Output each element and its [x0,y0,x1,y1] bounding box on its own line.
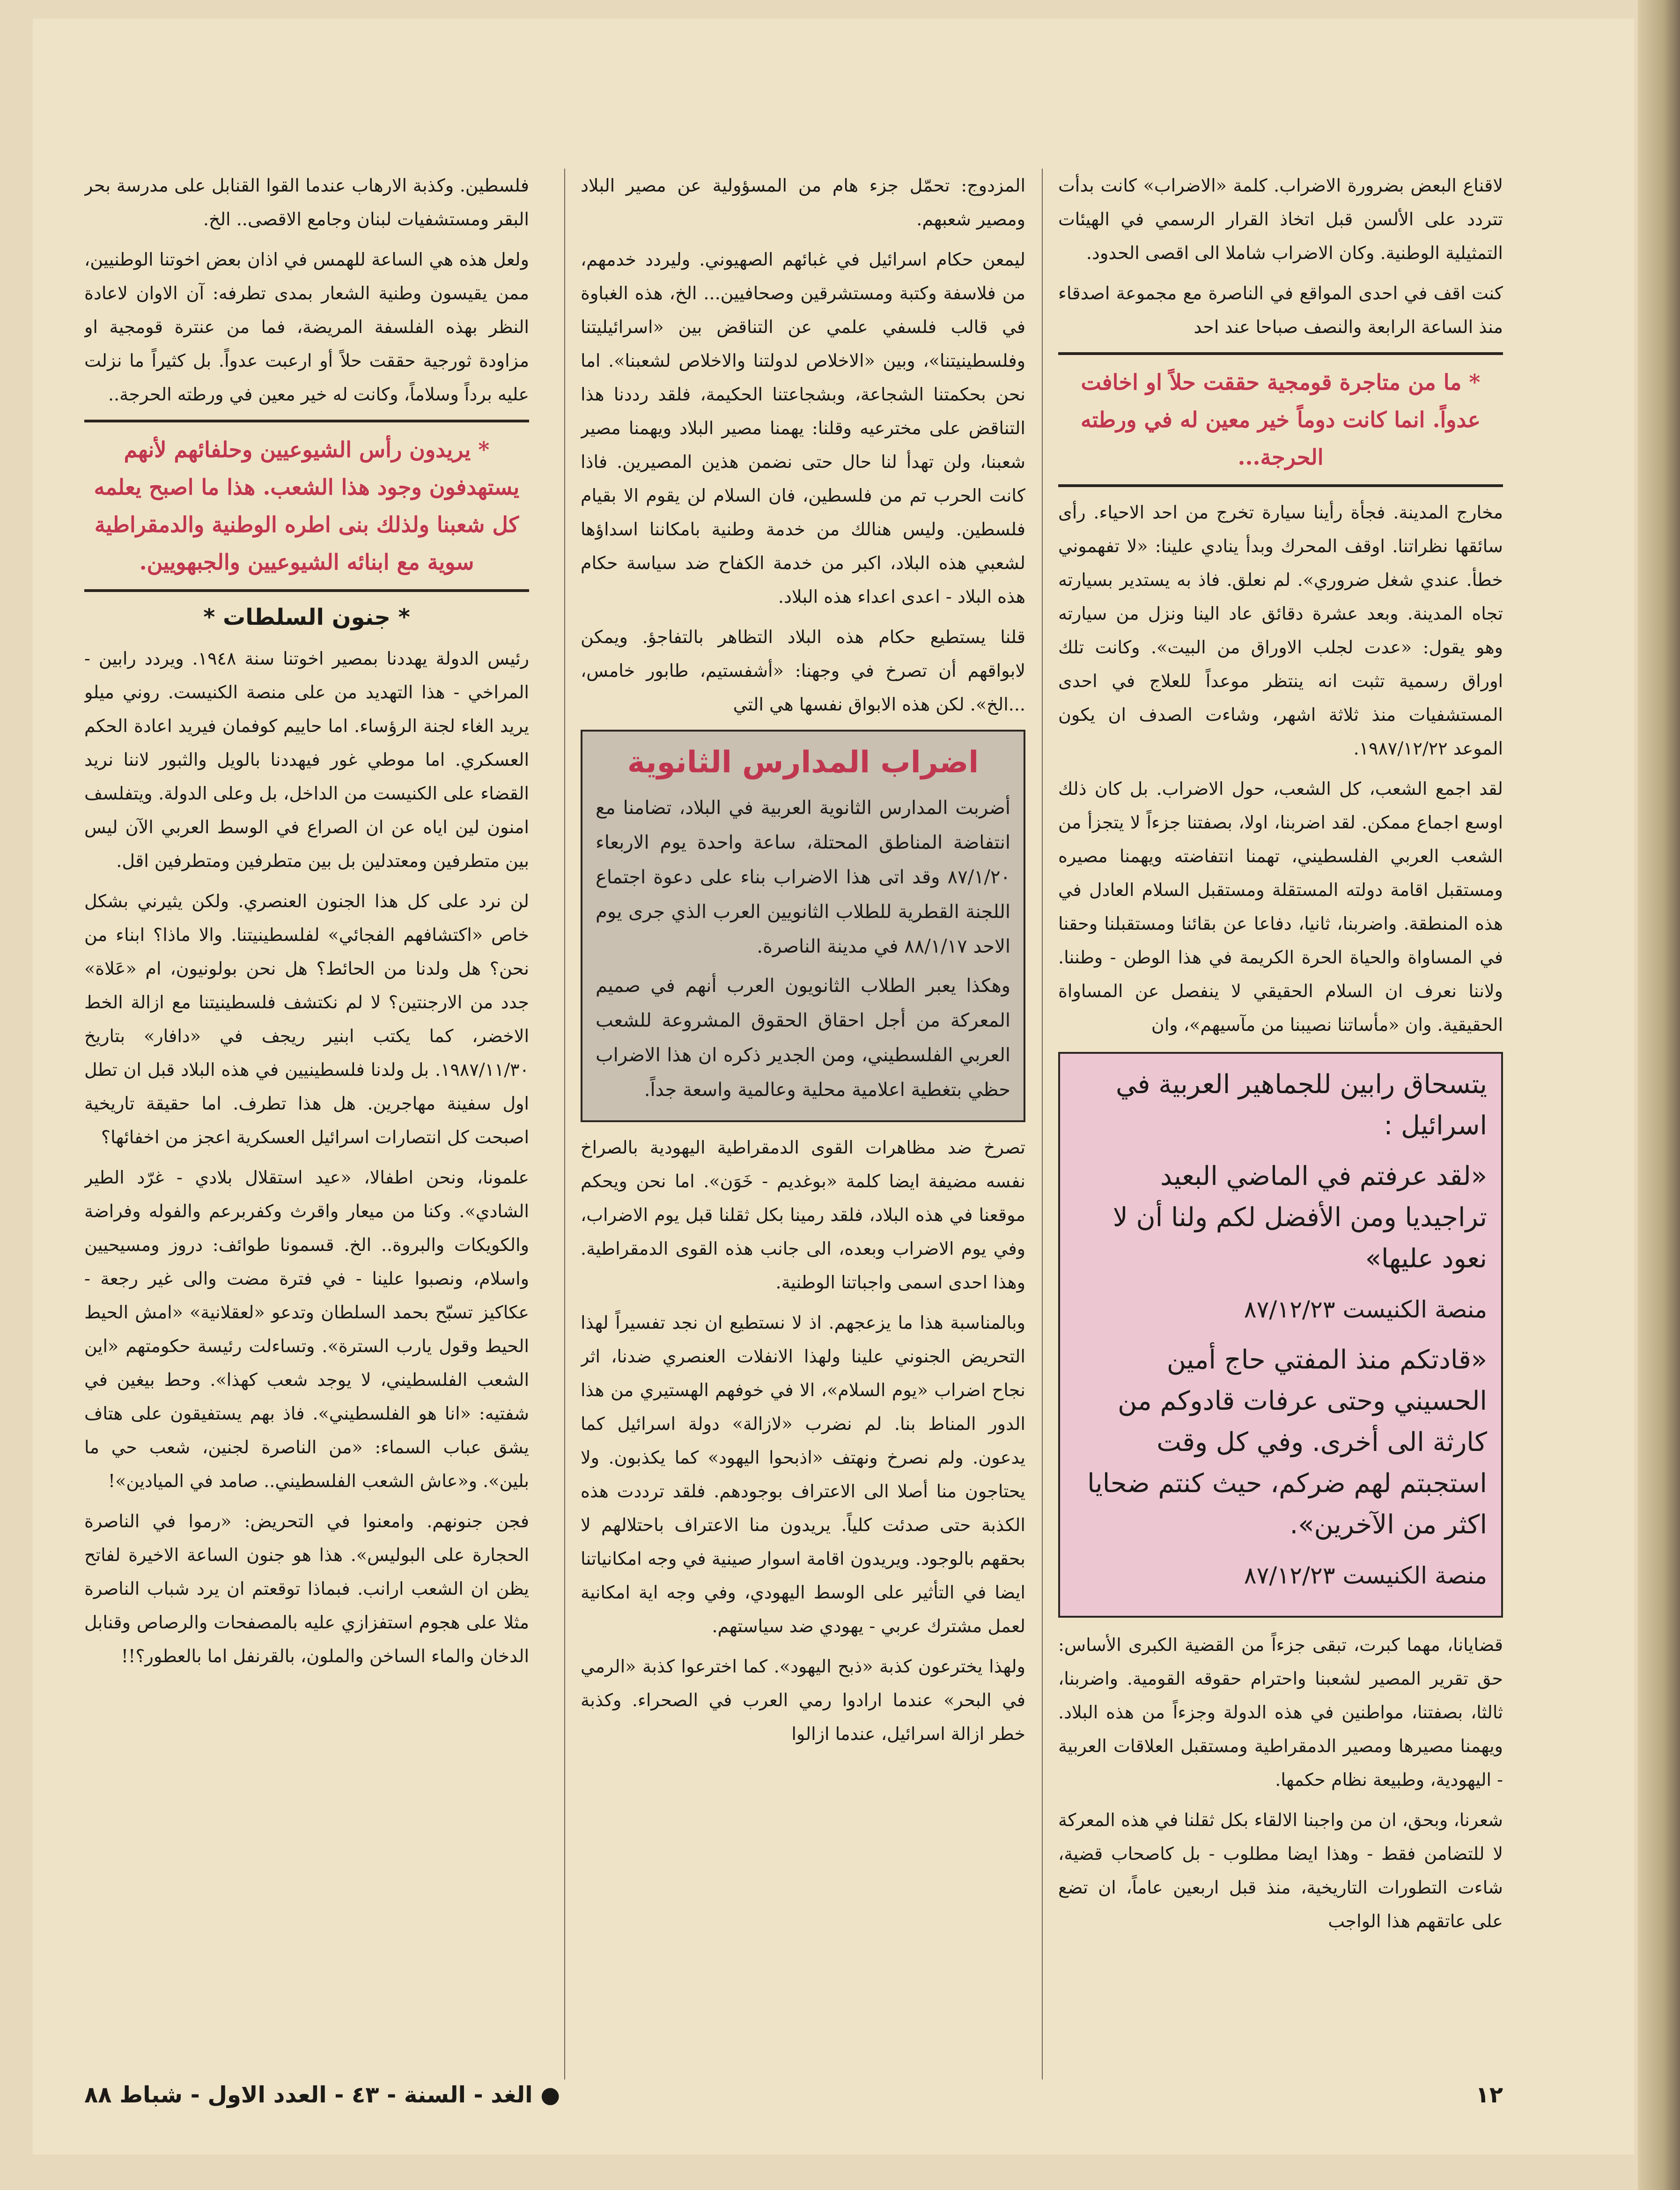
paragraph: ولهذا يخترعون كذبة «ذبح اليهود». كما اخترعوا كذبة «الرمي في البحر» عندما ارادوا رمي العرب في الصحراء. وكذبة خطر ازالة اسرائيل، عندما ازالوا [581,1656,1025,1744]
paragraph: ولعل هذه هي الساعة للهمس في اذان بعض اخوتنا الوطنيين، ممن يقيسون وطنية الشعار بمدى تطرفه: آن الاوان لاعادة النظر بهذه الفلسفة المريضة، فما من عنترة قومجية او مزاودة ثورجية حققت حلاً أو ارعبت عدواً. بل كثيراً ما نزلت عليه برداً وسلاماً، وكانت له خير معين في ورطته الحرجة.. [84,249,529,405]
page-edge [1638,0,1680,2190]
school-strike-box [581,730,1025,1122]
article-column-middle [581,169,1025,2079]
quote-source: منصة الكنيست ٨٧/١٢/٢٣ [1244,1562,1487,1589]
quote-box-title: يتسحاق رابين للجماهير العربية في اسرائيل : [1115,1069,1487,1141]
paragraph: قضايانا، مهما كبرت، تبقى جزءاً من القضية الكبرى الأساس: حق تقرير المصير لشعبنا واحترام حقوقه القومية. واضربنا، ثالثا، بصفتنا، مواطنين في هذه الدولة وجزءاً من هذه البلاد. ويهمنا مصيرها ومصير الدمقراطية ومستقبل العلاقات العربية - اليهودية، وطبيعة نظام حكمها. [1058,1635,1503,1790]
publication-info: ● الغد - السنة - ٤٣ - العدد الاول - شباط ٨٨ [84,2082,560,2108]
paragraph: ليمعن حكام اسرائيل في غبائهم الصهيوني. وليردد خدمهم، من فلاسفة وكتبة ومستشرقين وصحافيين... الخ، هذه الغباوة في قالب فلسفي علمي عن التناقض بين «اسرائيليتنا وفلسطينيتنا»، وبين «الاخلاص لدولتنا والاخلاص لشعبنا». اما نحن بحكمتنا الشجاعة، وبشجاعتنا الحكيمة، فلقد رددنا هذا التناقض على مخترعيه وقلنا: يهمنا مصير البلاد ويهمنا مصير شعبنا، ولن تهدأ لنا حال حتى نضمن هذين المصيرين. فاذا كانت الحرب تم من فلسطين، فان السلام لن يقوم الا بقيام فلسطين. وليس هنالك من خدمة وطنية بامكاننا اسداؤها لشعبي هذه البلاد، اكبر من خدمة الكفاح ضد سياسة حكام هذه البلاد - اعدى اعداء هذه البلاد. [581,249,1025,607]
paragraph: رئيس الدولة يهددنا بمصير اخوتنا سنة ١٩٤٨. ويردد رابين - المراخي - هذا التهديد من على منصة الكنيست. روني ميلو يريد الغاء لجنة الرؤساء. اما حاييم كوفمان فيريد اعادة الحكم العسكري. اما موطي غور فيهددنا بالويل والثبور لاننا نريد القضاء على الكنيست من الداخل، بل وعلى الدولة. ويتفلسف امنون لين اياه عن ان الصراع في الوسط العربي الآن ليس بين متطرفين ومعتدلين بل بين متطرفين ومتطرفين اقل. [84,648,529,871]
paragraph: شعرنا، وبحق، ان من واجبنا الالقاء بكل ثقلنا في هذه المعركة لا للتضامن فقط - وهذا ايضا مطلوب - بل كاصحاب قضية، شاءت التطورات التاريخية، منذ قبل اربعين عاماً، ان تضع على عاتقهم هذا الواجب [1058,1810,1503,1931]
paragraph: لاقناع البعض بضرورة الاضراب. كلمة «الاضراب» كانت بدأت تتردد على الألسن قبل اتخاذ القرار الرسمي في الهيئات التمثيلية الوطنية. وكان الاضراب شاملا الى اقصى الحدود. [1058,175,1503,263]
paragraph: قلنا يستطيع حكام هذه البلاد التظاهر بالتفاجؤ. ويمكن لابواقهم أن تصرخ في وجهنا: «أشفستيم، طابور خامس، ...الخ». لكن هذه الابواق نفسها هي التي [581,627,1025,715]
paragraph: أضربت المدارس الثانوية العربية في البلاد، تضامنا مع انتفاضة المناطق المحتلة، ساعة واحدة يوم الاربعاء ٨٧/١/٢٠ وقد اتى هذا الاضراب بناء على دعوة اجتماع اللجنة القطرية للطلاب الثانويين العرب الذي جرى يوم الاحد ٨٨/١/١٧ في مدينة الناصرة. [596,797,1011,957]
paragraph: فلسطين. وكذبة الارهاب عندما القوا القنابل على مدرسة بحر البقر ومستشفيات لبنان وجامع الاقصى.. الخ. [84,175,529,229]
article-column-right [1058,169,1503,2079]
section-subhead: * جنون السلطات * [203,604,410,630]
quote-source: منصة الكنيست ٨٧/١٢/٢٣ [1244,1296,1487,1323]
column-rule [1042,169,1043,2079]
rabin-quote-box [1058,1052,1503,1618]
pull-quote: * يريدون رأس الشيوعيين وحلفائهم لأنهم يستهدفون وجود هذا الشعب. هذا ما اصبح يعلمه كل شعبنا ولذلك بنى اطره الوطنية والدمقراطية سوية مع ابنائه الشيوعيين والجبهويين. [84,420,529,592]
paragraph: وبالمناسبة هذا ما يزعجهم. اذ لا نستطيع ان نجد تفسيراً لهذا التحريض الجنوني علينا ولهذا الانفلات العنصري ضدنا، اثر نجاح اضراب «يوم السلام»، الا في خوفهم الهستيري من هذا الدور المناط بنا. لم نضرب «لازالة» دولة اسرائيل كما يدعون. ولم نصرخ ونهتف «اذبحوا اليهود» كما يكذبون. ولا يحتاجون منا أصلا الى الاعتراف بوجودهم. فلقد ترددت هذه الكذبة حتى صدئت كلياً. يريدون منا الاعتراف باحتلالهم لا بحقهم بالوجود. ويريدون اقامة اسوار صينية في وجه امكانياتنا ايضا في التأثير على الوسط اليهودي، وفي وجه اية امكانية لعمل مشترك عربي - يهودي ضد سياستهم. [581,1312,1025,1636]
paragraph: لن نرد على كل هذا الجنون العنصري. ولكن يثيرني بشكل خاص «اكتشافهم الفجائي» لفلسطينيتنا. والا ماذا؟ ابناء من نحن؟ هل ولدنا من الحائط؟ هل نحن بولونيون، ام «عَلاة» جدد من الارجنتين؟ لا لم نكتشف فلسطينيتنا مع ازالة الخط الاخضر، كما يكتب ابنير ريجف في «دافار» بتاريخ ١٩٨٧/١١/٣٠. بل ولدنا فلسطينيين في هذه البلاد قبل ان تطل اول سفينة مهاجرين. هل هذا تطرف. اما حقيقة تاريخية اصبحت كل انتصارات اسرائيل العسكرية اعجز من اخفائها؟ [84,891,529,1147]
paragraph: تصرخ ضد مظاهرات القوى الدمقراطية اليهودية بالصراخ نفسه مضيفة ايضا كلمة «بوغديم - خَوَن». اما نحن ويحكم موقعنا في هذه البلاد، فلقد رمينا بكل ثقلنا قبل يوم الاضراب، وفي يوم الاضراب وبعده، الى جانب هذه القوى الدمقراطية. وهذا احدى اسمى واجباتنا الوطنية. [581,1137,1025,1293]
paragraph: لقد اجمع الشعب، كل الشعب، حول الاضراب. بل كان ذلك اوسع اجماع ممكن. لقد اضربنا، اولا، بصفتنا جزءاً لا يتجزأ من الشعب العربي الفلسطيني، تهمنا انتفاضته ويهمنا مصيره ومستقبل اقامة دولته المستقلة ومستقبل السلام العادل في هذه المنطقة. واضربنا، ثانيا، دفاعا عن بقائنا ومستقبلنا وحقنا في المساواة والحياة الحرة الكريمة في هذا الوطن - وطننا. ولاننا نعرف ان السلام الحقيقي لا ينفصل عن المساواة الحقيقية. وان «مأساتنا نصيبنا من مآسيهم»، وان [1058,778,1503,1035]
paragraph: مخارج المدينة. فجأة رأينا سيارة تخرج من احد الاحياء. رأى سائقها نظراتنا. اوقف المحرك وبدأ ينادي علينا: «لا تفهموني خطأ. عندي شغل ضروري». لم نعلق. فاذ به يستدير بسيارته تجاه المدينة. وبعد عشرة دقائق عاد الينا ونزل من سيارته وهو يقول: «عدت لجلب الاوراق من البيت». وكانت تلك اوراق رسمية تثبت انه ينتظر موعداً للعلاج في احدى المستشفيات منذ ثلاثة اشهر، وشاءت الصدف ان يكون الموعد ١٩٨٧/١٢/٢٢. [1058,502,1503,759]
quote-text: «لقد عرفتم في الماضي البعيد تراجيديا ومن الأفضل لكم ولنا أن لا نعود عليها» [1113,1161,1487,1274]
pull-quote: * ما من متاجرة قومجية حققت حلاً او اخافت عدواً. انما كانت دوماً خير معين له في ورطته الحرجة... [1058,352,1503,487]
article-column-left [84,169,529,2079]
paragraph: وهكذا يعبر الطلاب الثانويون العرب أنهم في صميم المعركة من أجل احقاق الحقوق المشروعة للشعب العربي الفلسطيني، ومن الجدير ذكره ان هذا الاضراب حظي بتغطية اعلامية محلية وعالمية واسعة جداً. [596,975,1010,1101]
column-rule [564,169,565,2079]
page-footer [84,2082,1503,2110]
paragraph: المزدوج: تحمّل جزء هام من المسؤولية عن مصير البلاد ومصير شعبهم. [581,175,1025,229]
paragraph: علمونا، ونحن اطفالا، «عيد استقلال بلادي - غرّد الطير الشادي». وكنا من ميعار واقرث وكفربرعم والفوله وفراضة والكويكات والبروة.. الخ. قسمونا طوائف: دروز ومسيحيين واسلام، ونصبوا علينا - في فترة مضت والى غير رجعة - عكاكيز تسبّح بحمد السلطان وتدعو «لعقلانية» «امش الحيط الحيط وقول يارب السترة». وتساءلت رئيسة حكومتهم «اين الشعب الفلسطيني، لا يوجد شعب كهذا». وحط بيغين في شفتيه: «انا هو الفلسطيني». فاذ بهم يستفيقون على هتاف يشق عباب السماء: «من الناصرة لجنين، شعب حي ما بلين». و«عاش الشعب الفلسطيني.. صامد في الميادين»! [84,1167,529,1491]
quote-text: «قادتكم منذ المفتي حاج أمين الحسيني وحتى عرفات قادوكم من كارثة الى أخرى. وفي كل وقت استجبتم لهم ضركم، حيث كنتم ضحايا اكثر من الآخرين». [1087,1345,1487,1540]
page-number: ١٢ [1475,2082,1503,2108]
paragraph: كنت اقف في احدى المواقع في الناصرة مع مجموعة اصدقاء منذ الساعة الرابعة والنصف صباحا عند احد [1058,283,1503,337]
box-heading: اضراب المدارس الثانوية [627,745,979,780]
paragraph: فجن جنونهم. وامعنوا في التحريض: «رموا في الناصرة الحجارة على البوليس». هذا هو جنون الساعة الاخيرة لفاتح يظن ان الشعب ارانب. فبماذا توقعتم ان يرد شباب الناصرة مثلا على هجوم استفزازي عليه بالمصفحات والرصاص وقنابل الدخان والماء الساخن والملون، بالقرنفل اما بالعطور؟!! [84,1511,529,1666]
